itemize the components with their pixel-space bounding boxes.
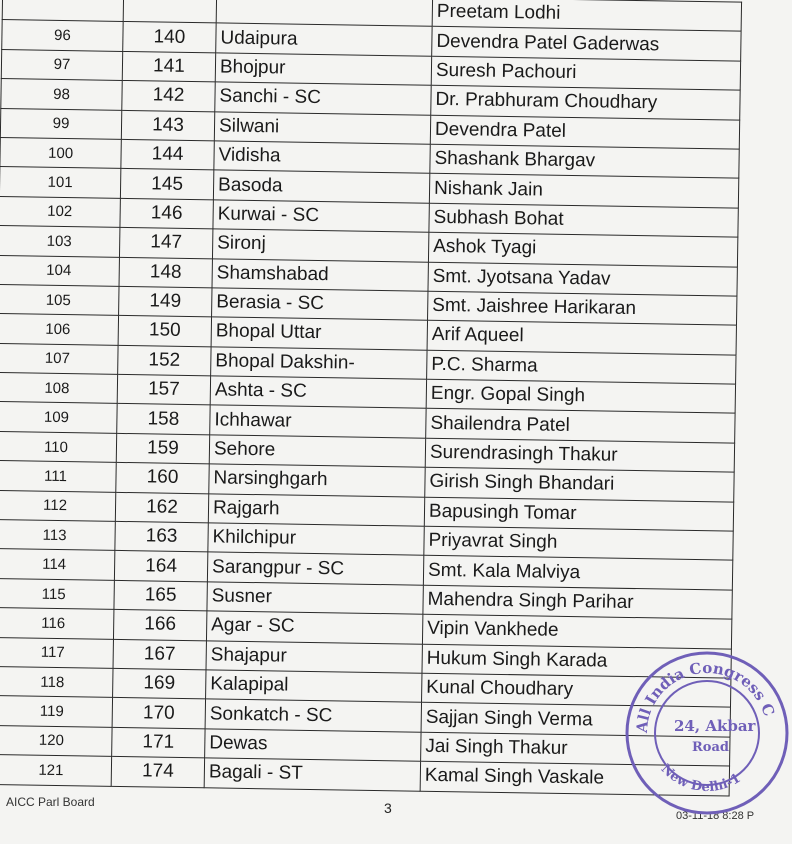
candidate-name-cell: Surendrasingh Thakur (425, 438, 734, 472)
constituency-name-cell: Susner (207, 582, 423, 615)
constituency-number-cell: 146 (120, 198, 213, 229)
congress-seal-stamp (622, 645, 792, 815)
constituency-number-cell: 141 (122, 51, 215, 82)
candidate-name-cell: Preetam Lodhi (432, 0, 741, 32)
serial-number-cell: 96 (2, 20, 123, 51)
constituency-name-cell: Sironj (212, 229, 428, 262)
constituency-name-cell: Berasia - SC (212, 288, 428, 321)
seal-address-line-1: 24, Akbar (674, 717, 756, 735)
constituency-number-cell: 149 (119, 286, 212, 317)
candidate-name-cell: Nishank Jain (429, 174, 738, 208)
serial-number-cell: 120 (0, 725, 112, 756)
candidate-name-cell: Devendra Patel (430, 115, 739, 149)
seal-org-text: All India Congress C (632, 658, 779, 734)
serial-number-cell: 113 (0, 520, 115, 551)
constituency-name-cell: Dewas (205, 729, 421, 762)
serial-number-cell: 109 (0, 402, 117, 433)
constituency-name-cell: Sonkatch - SC (205, 699, 421, 732)
serial-number-cell: 121 (0, 755, 112, 786)
constituency-name-cell: Silwani (214, 111, 430, 144)
constituency-name-cell: Sehore (209, 435, 425, 468)
serial-number-cell: 115 (0, 578, 114, 609)
serial-number-cell: 118 (0, 666, 113, 697)
serial-number-cell: 106 (0, 314, 119, 345)
serial-number-cell: 105 (0, 284, 119, 315)
constituency-name-cell: Kalapipal (206, 670, 422, 703)
serial-number-cell: 107 (0, 343, 118, 374)
serial-number-cell: 97 (1, 49, 122, 80)
serial-number-cell: 99 (0, 108, 121, 139)
candidate-name-cell: Ashok Tyagi (428, 232, 737, 266)
candidate-name-cell: Vipin Vankhede (422, 614, 731, 648)
constituency-number-cell: 150 (118, 316, 211, 347)
serial-number-cell: 108 (0, 373, 118, 404)
constituency-name-cell: Bhojpur (215, 53, 431, 86)
constituency-name-cell: Ashta - SC (210, 376, 426, 409)
serial-number-cell: 116 (0, 608, 114, 639)
constituency-number-cell: 145 (120, 169, 213, 200)
candidate-name-cell: Kunal Choudhary (422, 673, 731, 707)
constituency-name-cell: Bhopal Uttar (211, 317, 427, 350)
candidate-name-cell: Devendra Patel Gaderwas (432, 27, 741, 61)
serial-number-cell: 119 (0, 696, 113, 727)
seal-city-text: New Delhi-1 (657, 761, 744, 796)
serial-number-cell: 101 (0, 167, 121, 198)
constituency-number-cell: 152 (118, 345, 211, 376)
constituency-number-cell: 142 (122, 81, 215, 112)
candidate-name-cell: Girish Singh Bhandari (425, 467, 734, 501)
constituency-name-cell: Rajgarh (208, 493, 424, 526)
candidate-name-cell: Jai Singh Thakur (421, 732, 730, 766)
constituency-name-cell: Shajapur (206, 640, 422, 673)
constituency-name-cell: Vidisha (214, 141, 430, 174)
constituency-number-cell: 160 (116, 463, 209, 494)
candidate-name-cell: Engr. Gopal Singh (426, 379, 735, 413)
serial-number-cell: 100 (0, 137, 121, 168)
constituency-number-cell: 144 (121, 139, 214, 170)
serial-number-cell: 98 (1, 79, 122, 110)
footer-timestamp: 03-11-18 8:28 P (676, 810, 755, 822)
serial-number-cell: 103 (0, 226, 120, 257)
footer-board-label: AICC Parl Board (6, 795, 95, 809)
constituency-number-cell: 167 (113, 639, 206, 670)
constituency-name-cell: Bhopal Dakshin- (211, 347, 427, 380)
constituency-name-cell: Udaipura (216, 23, 432, 56)
candidate-name-cell: Smt. Kala Malviya (423, 556, 732, 590)
constituency-number-cell: 169 (113, 668, 206, 699)
candidate-name-cell: Subhash Bohat (429, 203, 738, 237)
serial-number-cell: 114 (0, 549, 115, 580)
candidate-name-cell: Bapusingh Tomar (424, 497, 733, 531)
constituency-number-cell: 147 (119, 228, 212, 259)
constituency-number-cell: 174 (111, 757, 204, 788)
serial-number-cell: 117 (0, 637, 113, 668)
constituency-number-cell: 158 (117, 404, 210, 435)
constituency-number-cell: 148 (119, 257, 212, 288)
candidate-name-cell: Smt. Jyotsana Yadav (428, 262, 737, 296)
constituency-number-cell: 162 (115, 492, 208, 523)
constituency-name-cell: Narsinghgarh (209, 464, 425, 497)
constituency-number-cell: 166 (113, 610, 206, 641)
constituency-number-cell: 140 (123, 22, 216, 53)
serial-number-cell: 104 (0, 255, 119, 286)
candidate-name-cell: Sajjan Singh Verma (421, 703, 730, 737)
candidate-name-cell: P.C. Sharma (427, 350, 736, 384)
constituency-number-cell: 165 (114, 580, 207, 611)
constituency-number-cell: 164 (114, 551, 207, 582)
candidate-name-cell: Hukum Singh Karada (422, 644, 731, 678)
constituency-number-cell: 163 (115, 521, 208, 552)
serial-number-cell (2, 0, 123, 22)
serial-number-cell: 102 (0, 196, 120, 227)
constituency-name-cell: Sanchi - SC (215, 82, 431, 115)
constituency-number-cell: 143 (121, 110, 214, 141)
candidate-name-cell: Priyavrat Singh (424, 526, 733, 560)
seal-address-line-2: Road (692, 740, 729, 755)
constituency-name-cell: Bagali - ST (204, 758, 420, 791)
candidate-name-cell: Suresh Pachouri (431, 56, 740, 90)
constituency-name-cell (216, 0, 432, 27)
constituency-number-cell: 159 (116, 433, 209, 464)
candidate-name-cell: Arif Aqueel (427, 321, 736, 355)
constituency-number-cell: 170 (112, 698, 205, 729)
constituency-name-cell: Agar - SC (206, 611, 422, 644)
serial-number-cell: 110 (0, 431, 117, 462)
serial-number-cell: 111 (0, 461, 116, 492)
constituency-name-cell: Shamshabad (212, 258, 428, 291)
candidate-name-cell: Kamal Singh Vaskale (420, 761, 729, 795)
candidate-name-cell: Mahendra Singh Parihar (423, 585, 732, 619)
candidate-name-cell: Smt. Jaishree Harikaran (428, 291, 737, 325)
constituency-name-cell: Khilchipur (208, 523, 424, 556)
candidate-name-cell: Shashank Bhargav (430, 144, 739, 178)
candidate-name-cell: Dr. Prabhuram Choudhary (431, 85, 740, 119)
constituency-name-cell: Ichhawar (210, 405, 426, 438)
constituency-name-cell: Sarangpur - SC (207, 552, 423, 585)
constituency-name-cell: Basoda (213, 170, 429, 203)
svg-text:New Delhi-1 (658, 762, 744, 796)
constituency-number-cell: 157 (117, 374, 210, 405)
constituency-number-cell (123, 0, 216, 23)
candidate-name-cell: Shailendra Patel (426, 409, 735, 443)
constituency-number-cell: 171 (112, 727, 205, 758)
serial-number-cell: 112 (0, 490, 116, 521)
page-number: 3 (384, 800, 392, 816)
constituency-name-cell: Kurwai - SC (213, 200, 429, 233)
